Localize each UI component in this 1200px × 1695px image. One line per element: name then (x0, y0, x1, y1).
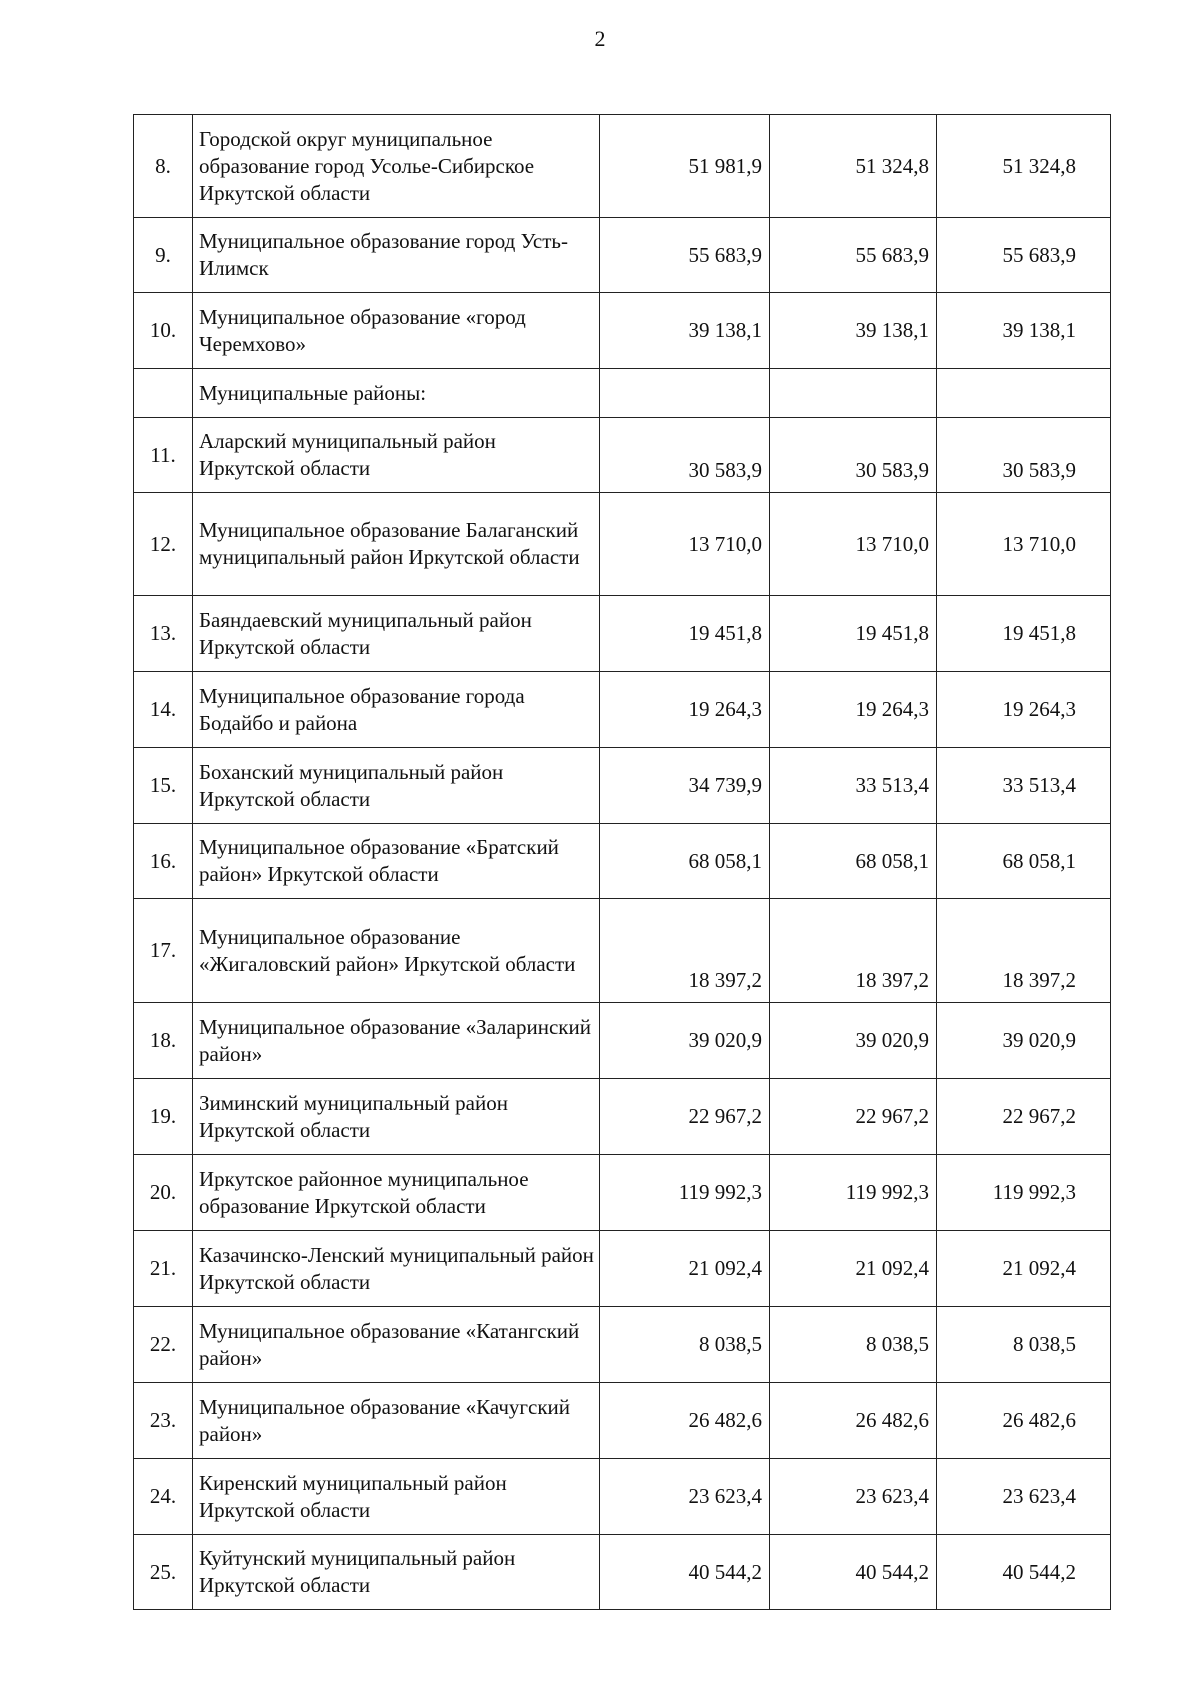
section-header-row (134, 369, 1111, 418)
amount-col3: 21 092,4 (937, 1231, 1111, 1307)
amount-col1: 34 739,9 (600, 748, 770, 824)
municipality-name: Иркутское районное муниципальное образование Иркутской области (193, 1155, 600, 1231)
allocation-table (133, 114, 1111, 1610)
municipality-name: Куйтунский муниципальный район Иркутской области (193, 1535, 600, 1610)
amount-col3: 23 623,4 (937, 1459, 1111, 1535)
table-row (134, 1003, 1111, 1079)
row-number: 18. (134, 1003, 193, 1079)
amount-col2: 30 583,9 (770, 418, 937, 493)
table-row (134, 672, 1111, 748)
row-number: 22. (134, 1307, 193, 1383)
amount-col2: 33 513,4 (770, 748, 937, 824)
municipality-name: Зиминский муниципальный район Иркутской области (193, 1079, 600, 1155)
row-number: 10. (134, 293, 193, 369)
amount-col3: 39 138,1 (937, 293, 1111, 369)
amount-col1 (600, 369, 770, 418)
municipality-name: Муниципальное образование «Заларинский район» (193, 1003, 600, 1079)
row-number: 21. (134, 1231, 193, 1307)
table-row (134, 1383, 1111, 1459)
amount-col2: 119 992,3 (770, 1155, 937, 1231)
row-number: 9. (134, 218, 193, 293)
amount-col3: 8 038,5 (937, 1307, 1111, 1383)
section-title: Муниципальные районы: (193, 369, 600, 418)
amount-col2: 18 397,2 (770, 899, 937, 1003)
row-number: 17. (134, 899, 193, 1003)
row-number: 25. (134, 1535, 193, 1610)
amount-col2: 22 967,2 (770, 1079, 937, 1155)
page-number: 2 (594, 26, 606, 51)
row-number: 13. (134, 596, 193, 672)
amount-col3: 19 264,3 (937, 672, 1111, 748)
amount-col2: 39 138,1 (770, 293, 937, 369)
municipality-name: Городской округ муниципальное образование город Усолье-Сибирское Иркутской области (193, 115, 600, 218)
amount-col1: 39 138,1 (600, 293, 770, 369)
row-number: 12. (134, 493, 193, 596)
amount-col3: 51 324,8 (937, 115, 1111, 218)
table-row (134, 899, 1111, 1003)
municipality-name: Казачинско-Ленский муниципальный район Иркутской области (193, 1231, 600, 1307)
table-row (134, 1307, 1111, 1383)
amount-col1: 40 544,2 (600, 1535, 770, 1610)
table-row (134, 493, 1111, 596)
amount-col1: 19 451,8 (600, 596, 770, 672)
amount-col2: 39 020,9 (770, 1003, 937, 1079)
amount-col1: 18 397,2 (600, 899, 770, 1003)
municipality-name: Муниципальное образование «Качугский район» (193, 1383, 600, 1459)
amount-col2: 19 451,8 (770, 596, 937, 672)
row-number: 11. (134, 418, 193, 493)
amount-col3: 40 544,2 (937, 1535, 1111, 1610)
table-row (134, 1155, 1111, 1231)
amount-col1: 68 058,1 (600, 824, 770, 899)
amount-col3 (937, 369, 1111, 418)
table-row (134, 748, 1111, 824)
row-number: 16. (134, 824, 193, 899)
amount-col1: 21 092,4 (600, 1231, 770, 1307)
amount-col2: 21 092,4 (770, 1231, 937, 1307)
amount-col2: 26 482,6 (770, 1383, 937, 1459)
amount-col3: 55 683,9 (937, 218, 1111, 293)
amount-col1: 119 992,3 (600, 1155, 770, 1231)
amount-col3: 119 992,3 (937, 1155, 1111, 1231)
table-row (134, 218, 1111, 293)
amount-col1: 39 020,9 (600, 1003, 770, 1079)
row-number: 8. (134, 115, 193, 218)
municipality-name: Муниципальное образование «Катангский район» (193, 1307, 600, 1383)
amount-col1: 13 710,0 (600, 493, 770, 596)
amount-col1: 22 967,2 (600, 1079, 770, 1155)
amount-col1: 19 264,3 (600, 672, 770, 748)
municipality-name: Боханский муниципальный район Иркутской области (193, 748, 600, 824)
municipality-name: Киренский муниципальный район Иркутской области (193, 1459, 600, 1535)
amount-col1: 8 038,5 (600, 1307, 770, 1383)
amount-col2: 19 264,3 (770, 672, 937, 748)
amount-col2: 51 324,8 (770, 115, 937, 218)
row-number: 24. (134, 1459, 193, 1535)
municipality-name: Муниципальное образование «Жигаловский район» Иркутской области (193, 899, 600, 1003)
amount-col3: 30 583,9 (937, 418, 1111, 493)
amount-col3: 19 451,8 (937, 596, 1111, 672)
table-row (134, 1231, 1111, 1307)
table-row (134, 824, 1111, 899)
municipality-name: Муниципальное образование город Усть-Илимск (193, 218, 600, 293)
amount-col2: 68 058,1 (770, 824, 937, 899)
amount-col1: 30 583,9 (600, 418, 770, 493)
municipality-name: Муниципальное образование «Братский район» Иркутской области (193, 824, 600, 899)
amount-col2: 13 710,0 (770, 493, 937, 596)
amount-col3: 13 710,0 (937, 493, 1111, 596)
municipality-name: Аларский муниципальный район Иркутской области (193, 418, 600, 493)
amount-col3: 26 482,6 (937, 1383, 1111, 1459)
municipality-name: Баяндаевский муниципальный район Иркутской области (193, 596, 600, 672)
municipality-name: Муниципальное образование Балаганский муниципальный район Иркутской области (193, 493, 600, 596)
row-number: 19. (134, 1079, 193, 1155)
row-number: 14. (134, 672, 193, 748)
table-row (134, 596, 1111, 672)
table-row (134, 1459, 1111, 1535)
table-row (134, 1079, 1111, 1155)
amount-col2 (770, 369, 937, 418)
row-number: 15. (134, 748, 193, 824)
amount-col3: 68 058,1 (937, 824, 1111, 899)
table-row (134, 418, 1111, 493)
table-row (134, 1535, 1111, 1610)
table-row (134, 293, 1111, 369)
municipality-name: Муниципальное образование города Бодайбо и района (193, 672, 600, 748)
row-number (134, 369, 193, 418)
table-row (134, 115, 1111, 218)
amount-col3: 33 513,4 (937, 748, 1111, 824)
amount-col3: 18 397,2 (937, 899, 1111, 1003)
amount-col2: 23 623,4 (770, 1459, 937, 1535)
amount-col3: 39 020,9 (937, 1003, 1111, 1079)
amount-col2: 8 038,5 (770, 1307, 937, 1383)
amount-col2: 40 544,2 (770, 1535, 937, 1610)
amount-col2: 55 683,9 (770, 218, 937, 293)
municipality-name: Муниципальное образование «город Черемхово» (193, 293, 600, 369)
amount-col3: 22 967,2 (937, 1079, 1111, 1155)
row-number: 23. (134, 1383, 193, 1459)
amount-col1: 55 683,9 (600, 218, 770, 293)
row-number: 20. (134, 1155, 193, 1231)
amount-col1: 51 981,9 (600, 115, 770, 218)
amount-col1: 26 482,6 (600, 1383, 770, 1459)
amount-col1: 23 623,4 (600, 1459, 770, 1535)
